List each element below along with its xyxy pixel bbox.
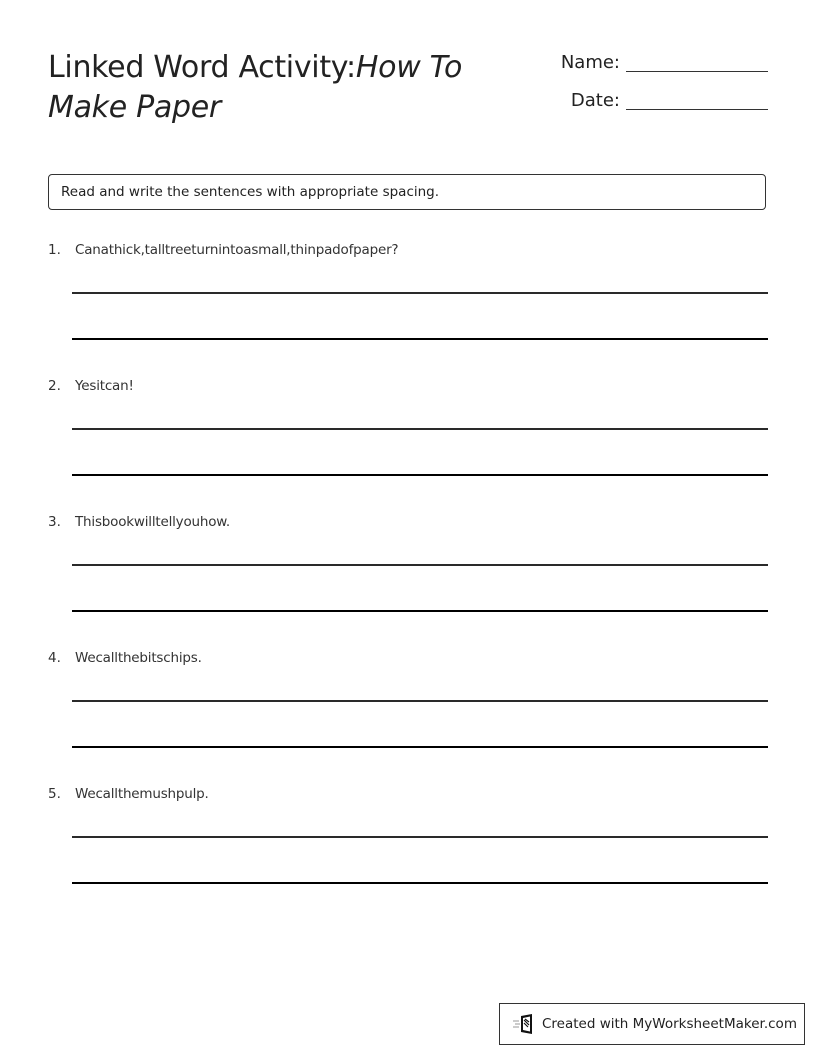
title-topic: How To Make Paper — [48, 50, 463, 125]
name-field — [561, 52, 768, 74]
question-number: 3. — [48, 514, 61, 530]
answer-line[interactable] — [72, 836, 768, 838]
question-text: Yesitcan! — [75, 378, 134, 394]
answer-line[interactable] — [72, 428, 768, 430]
answer-line[interactable] — [72, 474, 768, 476]
question-text: Wecallthemushpulp. — [75, 786, 209, 802]
question-text: Canathick,talltreeturnintoasmall,thinpadofpaper? — [75, 242, 399, 258]
answer-line[interactable] — [72, 292, 768, 294]
question-number: 5. — [48, 786, 61, 802]
worksheet-title — [48, 48, 518, 128]
instructions-box — [48, 174, 766, 210]
worksheet-maker-logo-icon — [512, 1013, 536, 1035]
name-label: Name: — [560, 52, 620, 73]
date-field — [571, 90, 768, 112]
date-blank-line[interactable] — [626, 91, 768, 110]
instructions-text: Read and write the sentences with appropriate spacing. — [61, 184, 440, 200]
name-blank-line[interactable] — [626, 53, 768, 72]
answer-line[interactable] — [72, 700, 768, 702]
answer-line[interactable] — [72, 610, 768, 612]
question-item — [48, 649, 768, 785]
question-text: Thisbookwilltellyouhow. — [75, 514, 231, 530]
footer-credit-text: Created with MyWorksheetMaker.com — [542, 1016, 797, 1032]
question-item — [48, 241, 768, 377]
question-number: 1. — [48, 242, 61, 258]
title-main: Linked Word Activity: — [48, 50, 356, 85]
question-text: Wecallthebitschips. — [75, 650, 202, 666]
question-item — [48, 513, 768, 649]
answer-line[interactable] — [72, 746, 768, 748]
answer-line[interactable] — [72, 882, 768, 884]
footer-credit-badge[interactable] — [499, 1003, 805, 1045]
question-number: 2. — [48, 378, 61, 394]
answer-line[interactable] — [72, 564, 768, 566]
question-item — [48, 377, 768, 513]
question-item — [48, 785, 768, 921]
question-number: 4. — [48, 650, 61, 666]
answer-line[interactable] — [72, 338, 768, 340]
date-label: Date: — [570, 90, 620, 111]
